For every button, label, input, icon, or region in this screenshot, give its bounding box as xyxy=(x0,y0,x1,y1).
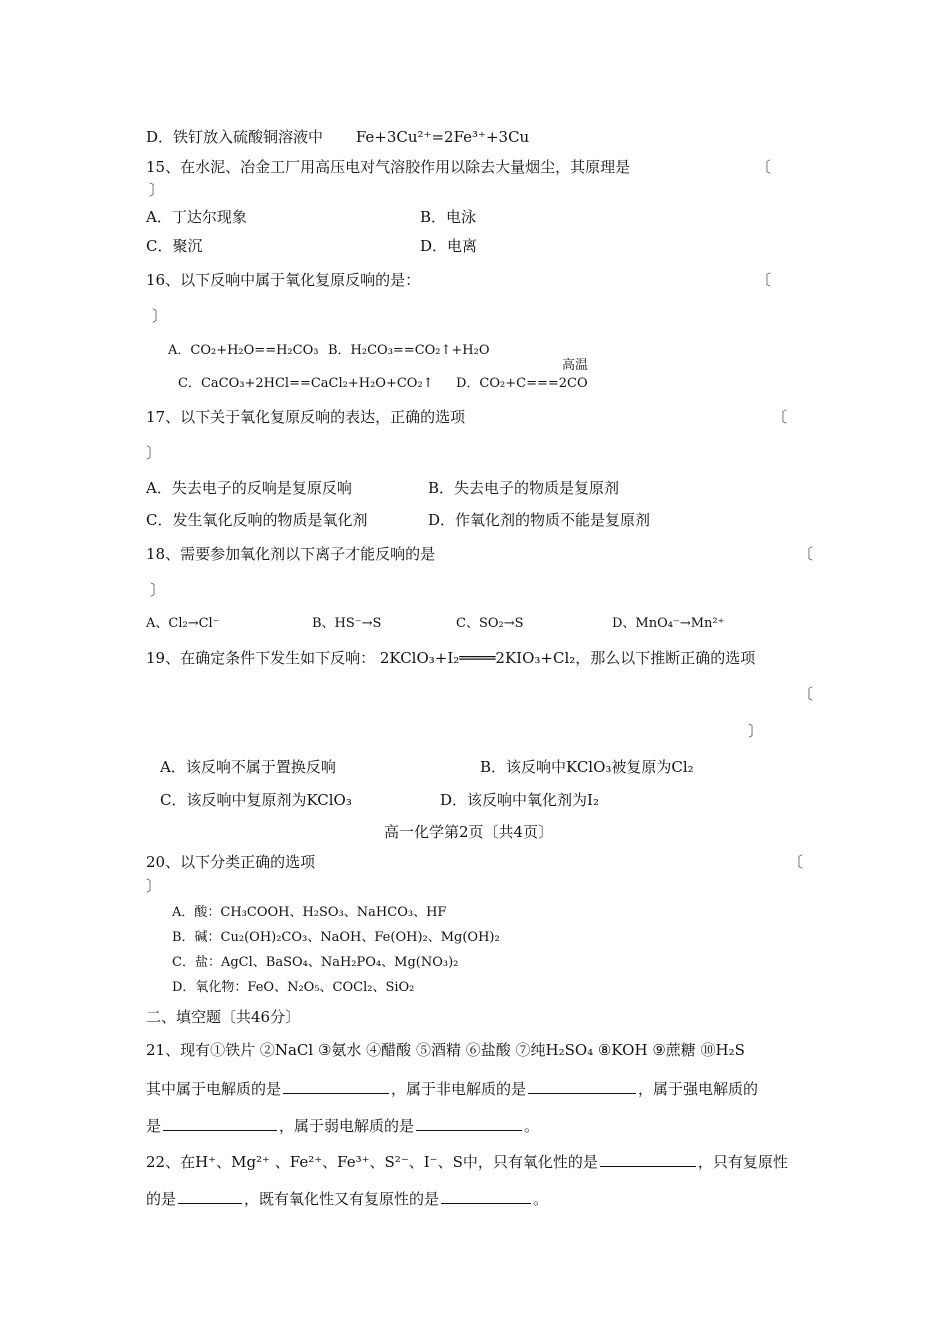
q22-line2 xyxy=(146,1187,548,1209)
q21-label-strong-cont: 是 xyxy=(146,1117,162,1135)
q20-right-paren: 〕 xyxy=(146,877,162,895)
q19-option-a: A．该反响不属于置换反响 xyxy=(160,758,336,776)
section-heading-fill-in: 二、填空题〔共46分〕 xyxy=(146,1008,301,1026)
q20-option-a: A．酸：CH₃COOH、H₂SO₃、NaHCO₃、HF xyxy=(172,905,447,920)
q16-left-paren: 〔 xyxy=(756,271,772,289)
q15-option-a: A．丁达尔现象 xyxy=(146,208,247,226)
q22-blank-both[interactable] xyxy=(441,1187,531,1204)
q17-right-paren: 〕 xyxy=(146,444,162,462)
q19-option-c: C．该反响中复原剂为KClO₃ xyxy=(160,791,352,809)
q22-label-oxidizing: 22、在H⁺、Mg²⁺ 、Fe²⁺、Fe³⁺、S²⁻、I⁻、S中，只有氧化性的是 xyxy=(146,1153,598,1171)
q18-option-d: D、MnO₄⁻→Mn²⁺ xyxy=(612,616,725,631)
q19-right-paren: 〕 xyxy=(748,722,764,740)
q19-option-b: B．该反响中KClO₃被复原为Cl₂ xyxy=(480,758,694,776)
q22-label-reducing-cont: 的是 xyxy=(146,1190,177,1208)
q16-stem: 16、以下反响中属于氧化复原反响的是： xyxy=(146,271,421,289)
q21-blank-strong[interactable] xyxy=(163,1114,277,1131)
q21-line2 xyxy=(146,1077,758,1099)
q18-right-paren: 〕 xyxy=(150,581,166,599)
q19-left-paren: 〔 xyxy=(798,685,814,703)
q22-label-reducing: ，只有复原性 xyxy=(697,1153,788,1171)
q21-blank-weak[interactable] xyxy=(416,1114,522,1131)
q17-option-c: C．发生氧化反响的物质是氧化剂 xyxy=(146,511,368,529)
q14-option-d-equation: Fe+3Cu²⁺=2Fe³⁺+3Cu xyxy=(355,128,530,146)
q21-blank-electrolyte[interactable] xyxy=(283,1077,389,1094)
q19-option-d: D．该反响中氧化剂为I₂ xyxy=(440,791,599,809)
q18-option-a: A、Cl₂→Cl⁻ xyxy=(146,616,220,631)
q18-stem: 18、需要参加氧化剂以下离子才能反响的是 xyxy=(146,545,436,563)
q20-option-c: C．盐：AgCl、BaSO₄、NaH₂PO₄、Mg(NO₃)₂ xyxy=(172,955,459,970)
q20-stem: 20、以下分类正确的选项 xyxy=(146,853,316,871)
q14-option-d-text: D．铁钉放入硫酸铜溶液中 xyxy=(146,128,324,146)
q22-line1 xyxy=(146,1150,788,1172)
q16-right-paren: 〕 xyxy=(152,307,168,325)
q15-option-b: B．电泳 xyxy=(420,208,477,226)
q21-label-electrolyte: 其中属于电解质的是 xyxy=(146,1080,282,1098)
q17-stem: 17、以下关于氧化复原反响的表达，正确的选项 xyxy=(146,408,466,426)
q22-blank-oxidizing[interactable] xyxy=(600,1150,696,1167)
q21-items-line: 21、现有①铁片 ②NaCl ③氨水 ④醋酸 ⑤酒精 ⑥盐酸 ⑦纯H₂SO₄ ⑧KOH ⑨蔗糖 ⑩H₂S xyxy=(146,1041,745,1059)
page-footer: 高一化学第2页〔共4页〕 xyxy=(384,823,554,841)
q20-option-b: B．碱：Cu₂(OH)₂CO₃、NaOH、Fe(OH)₂、Mg(OH)₂ xyxy=(172,930,500,945)
q21-label-nonelectrolyte: ，属于非电解质的是 xyxy=(391,1080,527,1098)
q22-end-punct: 。 xyxy=(533,1190,549,1208)
q17-left-paren: 〔 xyxy=(772,408,788,426)
q21-end-punct: 。 xyxy=(524,1117,540,1135)
q15-left-paren: 〔 xyxy=(756,158,772,176)
q22-blank-reducing[interactable] xyxy=(178,1187,242,1204)
q16-option-c: C．CaCO₃+2HCl==CaCl₂+H₂O+CO₂↑ xyxy=(178,376,434,391)
q17-option-b: B．失去电子的物质是复原剂 xyxy=(428,479,620,497)
q21-label-strong: ，属于强电解质的 xyxy=(638,1080,759,1098)
q21-blank-nonelectrolyte[interactable] xyxy=(528,1077,636,1094)
q19-stem: 19、在确定条件下发生如下反响： 2KClO₃+I₂════2KIO₃+Cl₂，那么以下推断正确的选项 xyxy=(146,649,756,667)
q17-option-d: D．作氧化剂的物质不能是复原剂 xyxy=(428,511,651,529)
q16-condition-label: 高温 xyxy=(562,358,589,373)
q16-option-b: B．H₂CO₃==CO₂↑+H₂O xyxy=(328,343,490,358)
q16-option-d: D．CO₂+C===2CO xyxy=(456,376,588,391)
q18-left-paren: 〔 xyxy=(798,545,814,563)
q21-line3 xyxy=(146,1114,539,1136)
q18-option-b: B、HS⁻→S xyxy=(312,616,382,631)
q21-label-weak: ，属于弱电解质的是 xyxy=(279,1117,415,1135)
q15-right-paren: 〕 xyxy=(149,181,165,199)
q15-option-c: C．聚沉 xyxy=(146,237,203,255)
q18-option-c: C、SO₂→S xyxy=(456,616,524,631)
q17-option-a: A．失去电子的反响是复原反响 xyxy=(146,479,352,497)
q20-option-d: D．氧化物：FeO、N₂O₅、COCl₂、SiO₂ xyxy=(172,980,415,995)
q14-option-d xyxy=(146,127,529,147)
q15-option-d: D．电离 xyxy=(420,237,478,255)
q20-left-paren: 〔 xyxy=(788,853,804,871)
q16-option-a: A．CO₂+H₂O==H₂CO₃ xyxy=(168,343,319,358)
q22-label-both: ，既有氧化性又有复原性的是 xyxy=(244,1190,440,1208)
q15-stem: 15、在水泥、冶金工厂用高压电对气溶胶作用以除去大量烟尘，其原理是 xyxy=(146,158,631,176)
